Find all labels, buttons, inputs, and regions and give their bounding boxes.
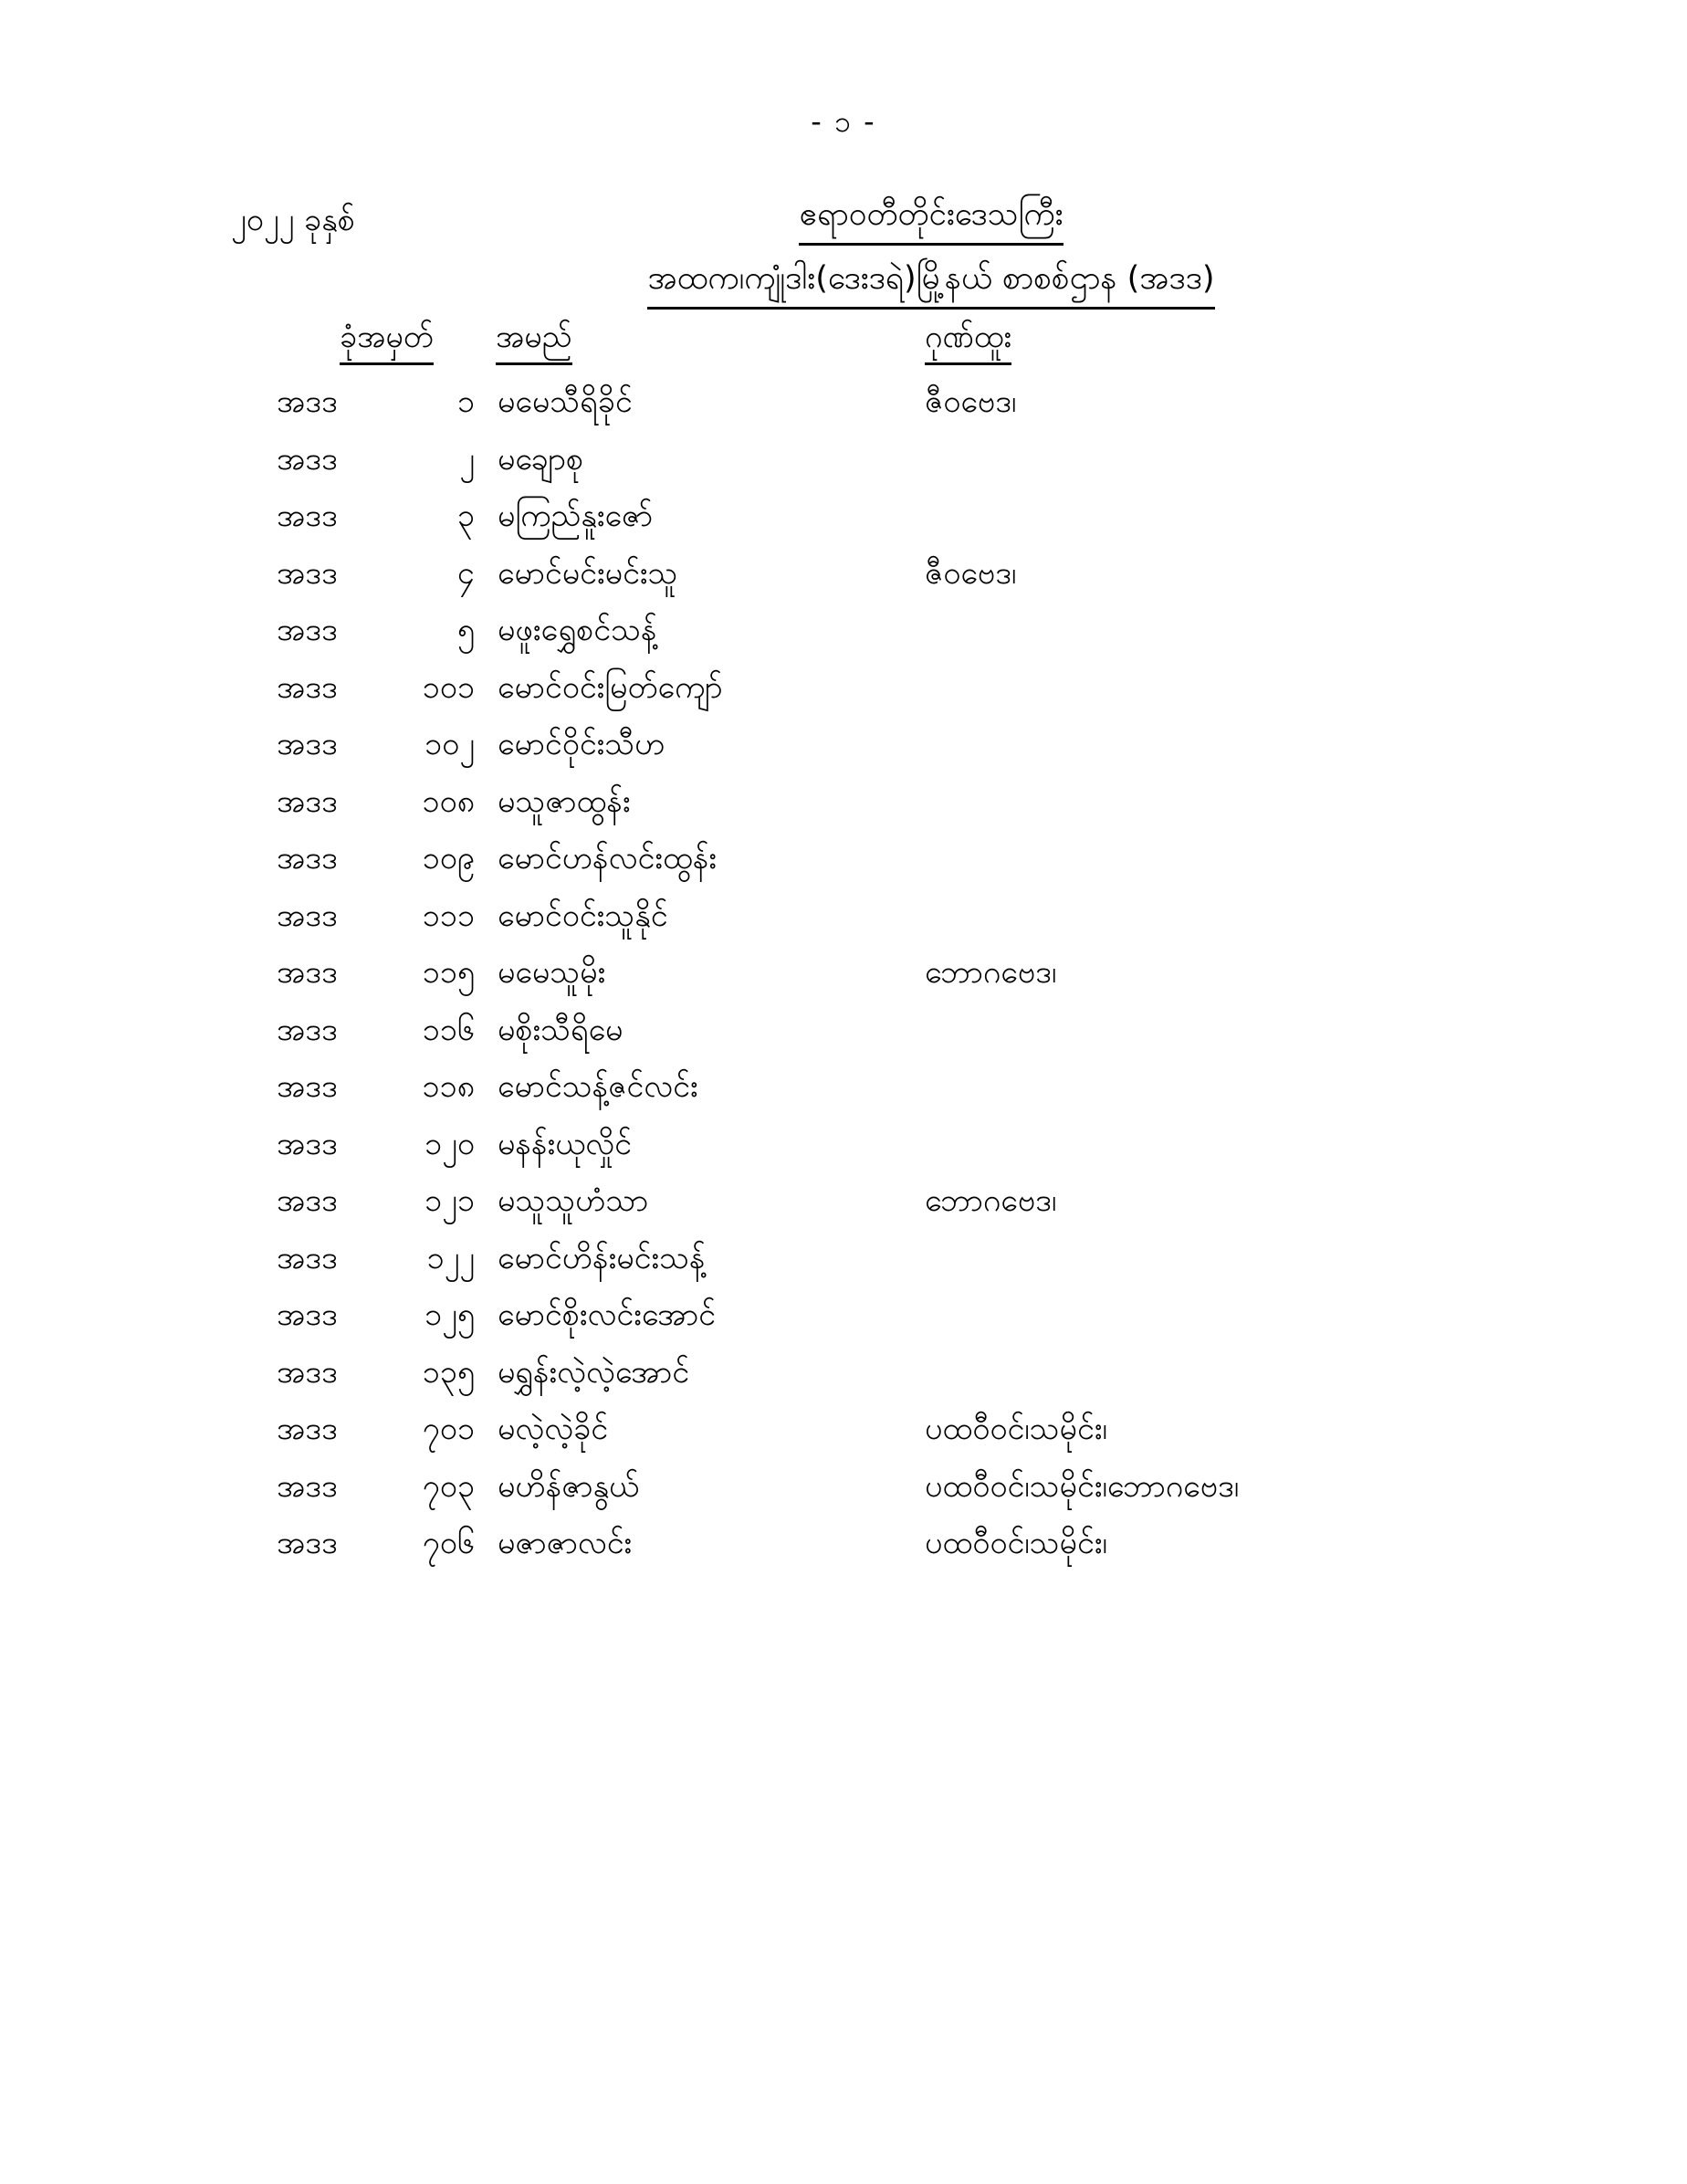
row-center-code: အဒဒ: [277, 1125, 338, 1162]
row-student-name: မောင်ဝိုင်းသီဟ: [498, 726, 665, 762]
row-center-code: အဒဒ: [277, 1011, 338, 1048]
row-roll-number: ၅: [456, 612, 475, 648]
row-distinction: ဘောဂဗေဒ၊: [925, 1182, 1057, 1219]
row-student-name: မသူသူဟံသာ: [498, 1182, 649, 1219]
row-center-code: အဒဒ: [277, 1411, 338, 1447]
row-roll-number: ၁၁၆: [422, 1011, 475, 1048]
row-roll-number: ၁၀၈: [422, 782, 475, 820]
row-student-name: မဟိန်ဇာနွယ်: [498, 1467, 640, 1505]
row-center-code: အဒဒ: [277, 668, 338, 706]
table-row: [0, 1238, 1687, 1296]
row-roll-number: ၁၀၁: [422, 668, 475, 706]
column-header-distinction: [925, 318, 1011, 365]
row-distinction: ပထဝီဝင်၊သမိုင်း၊: [925, 1525, 1107, 1561]
table-row: [0, 838, 1687, 896]
row-roll-number: ၁၀၂: [424, 726, 475, 762]
row-center-code: အဒဒ: [277, 554, 338, 592]
row-roll-number: ၁၂၀: [424, 1125, 475, 1162]
row-center-code: အဒဒ: [277, 498, 338, 534]
table-row: [0, 439, 1687, 497]
table-row: [0, 1010, 1687, 1067]
table-row: [0, 782, 1687, 839]
row-roll-number: ၄: [456, 554, 475, 592]
row-center-code: အဒဒ: [277, 1239, 338, 1276]
row-distinction: ပထဝီဝင်၊သမိုင်း၊ဘောဂဗေဒ၊: [925, 1467, 1240, 1505]
row-center-code: အဒဒ: [277, 1182, 338, 1219]
row-student-name: မမေသူမိုး: [498, 954, 606, 991]
table-row: [0, 610, 1687, 667]
row-roll-number: ၁၃၅: [422, 1353, 475, 1391]
row-roll-number: ၁: [456, 383, 475, 420]
column-header-name: [496, 318, 572, 365]
row-center-code: အဒဒ: [277, 954, 338, 991]
page-number: - ၁ -: [811, 104, 876, 139]
table-row: [0, 553, 1687, 611]
row-student-name: မမေသီရိခိုင်: [498, 383, 633, 420]
row-roll-number: ၁၂၅: [424, 1297, 475, 1333]
table-row: [0, 952, 1687, 1010]
column-header-roll-number: [340, 318, 434, 365]
row-roll-number: ၁၁၅: [422, 954, 475, 991]
row-center-code: အဒဒ: [277, 726, 338, 762]
row-student-name: မစိုးသီရိမေ: [498, 1011, 623, 1048]
table-row: [0, 1409, 1687, 1466]
row-roll-number: ၇၀၆: [422, 1525, 475, 1561]
table-row: [0, 667, 1687, 725]
row-student-name: မောင်စိုးလင်းအောင်: [498, 1297, 717, 1333]
row-center-code: အဒဒ: [277, 1525, 338, 1561]
row-center-code: အဒဒ: [277, 897, 338, 934]
row-roll-number: ၁၂၂: [426, 1239, 475, 1276]
column-header-distinction-label: ဂုဏ်ထူး: [925, 318, 1011, 365]
table-row: [0, 1352, 1687, 1410]
row-distinction: ပထဝီဝင်၊သမိုင်း၊: [925, 1411, 1107, 1447]
row-roll-number: ၇၀၁: [422, 1411, 475, 1447]
row-distinction: ဇီဝဗေဒ၊: [925, 554, 1017, 592]
row-student-name: မောင်သန့်ဇင်လင်း: [498, 1068, 698, 1105]
row-roll-number: ၁၁၈: [422, 1068, 475, 1105]
table-row: [0, 1181, 1687, 1238]
row-student-name: မရွှန်းလဲ့လဲ့အောင်: [498, 1353, 690, 1391]
row-student-name: မလဲ့လဲ့ခိုင်: [498, 1411, 609, 1447]
row-distinction: ဘောဂဗေဒ၊: [925, 954, 1057, 991]
row-student-name: မဇာဇာလင်း: [498, 1525, 633, 1561]
row-center-code: အဒဒ: [277, 612, 338, 648]
row-roll-number: ၃: [456, 498, 475, 534]
row-center-code: အဒဒ: [277, 440, 338, 478]
region-title: ဧရာဝတီတိုင်းဒေသကြီး: [799, 195, 1063, 246]
row-student-name: မောင်ဟန်လင်းထွန်း: [498, 840, 718, 877]
table-row: [0, 496, 1687, 553]
region-title-block: [383, 195, 1479, 246]
row-center-code: အဒဒ: [277, 1068, 338, 1105]
row-center-code: အဒဒ: [277, 782, 338, 820]
exam-center-title: အထက၊ကျုံဒါး(ဒေးဒရဲ)မြို့နယ် စာစစ်ဌာန (အဒဒ): [647, 259, 1214, 310]
table-row: [0, 1295, 1687, 1352]
exam-center-title-block: [383, 259, 1479, 310]
row-student-name: မောင်ဝင်းသူနိုင်: [498, 897, 668, 934]
table-row: [0, 1523, 1687, 1580]
row-student-name: မကြည်နူးဇော်: [498, 498, 654, 534]
row-student-name: မောင်မင်းမင်းသူ: [498, 554, 678, 592]
row-student-name: မချောစု: [498, 440, 584, 478]
row-center-code: အဒဒ: [277, 1467, 338, 1505]
row-roll-number: ၂: [459, 440, 475, 478]
column-header-name-label: အမည်: [496, 318, 572, 365]
column-header-roll-number-label: ခုံအမှတ်: [340, 318, 434, 365]
row-roll-number: ၁၂၁: [424, 1182, 475, 1219]
row-student-name: မောင်ဟိန်းမင်းသန့်: [498, 1239, 706, 1276]
row-student-name: မနန်းယုလှိုင်: [498, 1125, 632, 1162]
row-distinction: ဇီဝဗေဒ၊: [925, 383, 1017, 420]
row-roll-number: ၁၀၉: [422, 840, 475, 877]
row-center-code: အဒဒ: [277, 840, 338, 877]
results-table: [0, 382, 1687, 1580]
table-row: [0, 1466, 1687, 1524]
table-row: [0, 896, 1687, 953]
row-roll-number: ၇၀၃: [422, 1467, 475, 1505]
table-row: [0, 1066, 1687, 1124]
table-row: [0, 1124, 1687, 1181]
row-student-name: မောင်ဝင်းမြတ်ကျော်: [498, 668, 723, 706]
row-student-name: မသူဇာထွန်း: [498, 782, 631, 820]
row-center-code: အဒဒ: [277, 1297, 338, 1333]
row-center-code: အဒဒ: [277, 1353, 338, 1391]
row-center-code: အဒဒ: [277, 383, 338, 420]
row-student-name: မဖူးရွှေစင်သန့်: [498, 612, 657, 648]
row-roll-number: ၁၁၁: [422, 897, 475, 934]
table-row: [0, 382, 1687, 439]
year-label: ၂၀၂၂ ခုနှစ်: [231, 202, 355, 238]
table-row: [0, 724, 1687, 782]
